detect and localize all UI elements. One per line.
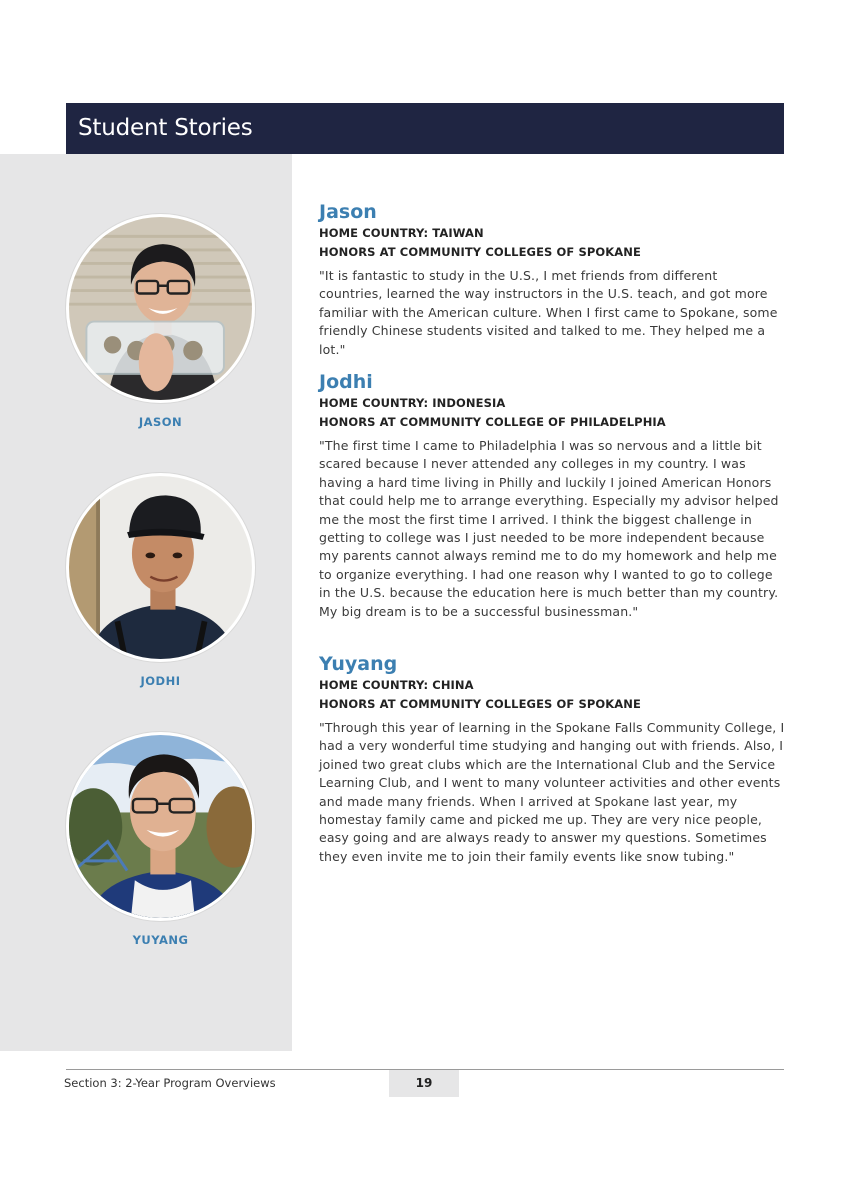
jodhi-portrait [69,476,252,659]
student-quote: "The first time I came to Philadelphia I was so nervous and a little bit scared because I never attended any colleges in my country. I was having a hard time living in Philly and luckily I joined American Honors that could help me to arrange everything. Especially my advisor helped me the most the first time I arrived. I think the biggest challenge in getting to college was I just needed to be more independent because my parents cannot always remind me to do my homework and help me to organize everything. I had one reason why I wanted to go to college in the U.S. because the education here is much better than my country. My big dream is to be a successful businessman." [319,438,779,619]
home-country: HOME COUNTRY: INDONESIA [319,396,506,410]
story-jason [319,200,785,359]
yuyang-portrait [69,735,252,918]
story-yuyang [319,652,785,866]
student-photo-jason [66,214,255,403]
student-name: Jodhi [319,371,373,393]
home-country: HOME COUNTRY: TAIWAN [319,226,484,240]
footer-section-label: Section 3: 2-Year Program Overviews [64,1076,276,1090]
page-number: 19 [389,1070,459,1097]
student-photo-yuyang [66,732,255,921]
home-country: HOME COUNTRY: CHINA [319,678,474,692]
photo-caption-yuyang: YUYANG [132,933,189,947]
student-quote: "Through this year of learning in the Spokane Falls Community College, I had a very wonderful time studying and hanging out with friends. Also, I joined two great clubs which are the International Club and the Service Learning Club, and I went to many volunteer activities and other events and made many friends. When I arrived at Spokane last year, my homestay family came and picked me up. They are very nice people, easy going and are always ready to answer my questions. Sometimes they even invite me to join their family events like snow tubing." [319,720,785,864]
student-name: Jason [319,201,377,223]
program-name: HONORS AT COMMUNITY COLLEGE OF PHILADELPHIA [319,414,666,429]
page-title: Student Stories [66,103,784,154]
jason-portrait [69,217,252,400]
story-jodhi [319,370,785,621]
photo-caption-jodhi: JODHI [140,674,181,688]
student-name: Yuyang [319,653,398,675]
student-quote: "It is fantastic to study in the U.S., I met friends from different countries, learned the way instructors in the U.S. teach, and got more familiar with the American culture. When I first came to Spokane, some friendly Chinese students visited and talked to me. They helped me a lot." [319,268,778,357]
student-photo-jodhi [66,473,255,662]
photo-caption-jason: JASON [138,415,183,429]
program-name: HONORS AT COMMUNITY COLLEGES OF SPOKANE [319,696,641,711]
program-name: HONORS AT COMMUNITY COLLEGES OF SPOKANE [319,244,641,259]
